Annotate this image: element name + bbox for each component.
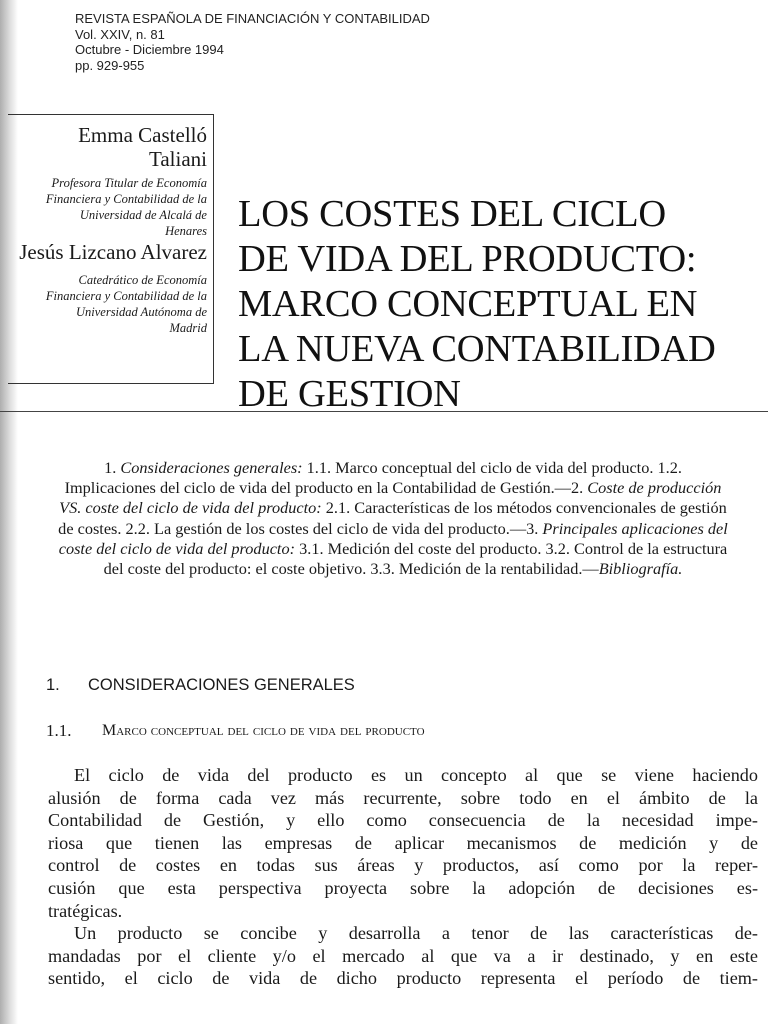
summary-text: 2.1. Características de los métodos convencionales de gestión de costes. 2.2. La gestión de los costes del ciclo de vida del producto.—3. [58,498,727,538]
author-affiliation [8,175,207,239]
summary-italic: Consideraciones generales: [120,458,303,477]
section-number: 1. [46,676,60,694]
title-line: LA NUEVA CONTABILIDAD [238,328,716,370]
authors-box [8,114,214,384]
summary-italic: Bibliografía. [598,559,683,579]
journal-volume: Vol. XXIV, n. 81 [75,26,165,42]
subsection-number: 1.1. [46,721,72,740]
author-name: Taliani [148,147,207,171]
author-name: Jesús Lizcano Alvarez [19,240,207,264]
divider [0,411,768,412]
body-line: cusión que esta perspectiva proyecta sobre la adopción de decisiones es- [48,877,758,898]
author-name: Emma Castelló [78,123,207,147]
journal-name: REVISTA ESPAÑOLA DE FINANCIACIÓN Y CONTABILIDAD [75,11,430,26]
body-line: Contabilidad de Gestión, y ello como consecuencia de la necesidad impe- [48,810,758,831]
section-title: CONSIDERACIONES GENERALES [88,676,355,694]
summary-text: 1. [104,458,121,477]
body-line: sentido, el ciclo de vida de dicho producto representa el período de tiem- [48,968,758,989]
subsection-heading [46,721,425,741]
title-line: MARCO CONCEPTUAL EN [238,283,698,325]
summary-italic: Coste de producción VS. coste del ciclo de vida del producto: [59,478,722,518]
affiliation-line: Universidad de Alcalá de [79,208,207,222]
affiliation-line: Financiera y Contabilidad de la [45,192,207,206]
affiliation-line: Catedrático de Economía [78,273,207,287]
affiliation-line: Universidad Autónoma de [75,305,207,319]
table-of-contents-summary [58,458,728,579]
title-line: DE VIDA DEL PRODUCTO: [238,238,697,280]
body-line: alusión de forma cada vez más recurrente, sobre todo en el ámbito de la [48,787,758,808]
body-line: tratégicas. [48,900,123,921]
body-text [48,764,758,990]
body-line: riosa que tienen las empresas de aplicar mecanismos de medición y de [48,832,758,853]
summary-italic: Principales aplicaciones del coste del ciclo de vida del producto: [58,518,728,558]
subsection-title: Marco conceptual del ciclo de vida del producto [102,722,425,739]
affiliation-line: Madrid [169,321,207,335]
journal-pages: pp. 929-955 [75,57,145,73]
affiliation-line: Henares [165,224,207,238]
body-line: Un producto se concibe y desarrolla a tenor de las características de- [74,923,758,944]
title-line: DE GESTION [238,373,461,415]
affiliation-line: Financiera y Contabilidad de la [45,289,207,303]
author-affiliation [8,272,207,336]
body-line: control de costes en todas sus áreas y productos, así como por la reper- [48,855,758,876]
summary-text: 1.1. Marco conceptual del ciclo de vida del producto. 1.2. Implicaciones del ciclo de vida del producto en la Contabilidad de Gestión.—2. [64,458,682,498]
body-line: El ciclo de vida del producto es un concepto al que se viene haciendo [74,765,758,785]
article-title [238,192,716,417]
journal-header [75,11,430,73]
affiliation-line: Profesora Titular de Economía [51,176,207,190]
body-line: mandadas por el cliente y/o el mercado al que va a ir destinado, y en este [48,945,758,966]
section-heading [46,676,355,695]
summary-text: 3.1. Medición del coste del producto. 3.2. Control de la estructura del coste del producto: el coste objetivo. 3.3. Medición de la rentabilidad.— [103,538,728,579]
journal-date: Octubre - Diciembre 1994 [75,42,224,57]
title-line: LOS COSTES DEL CICLO [238,193,666,235]
